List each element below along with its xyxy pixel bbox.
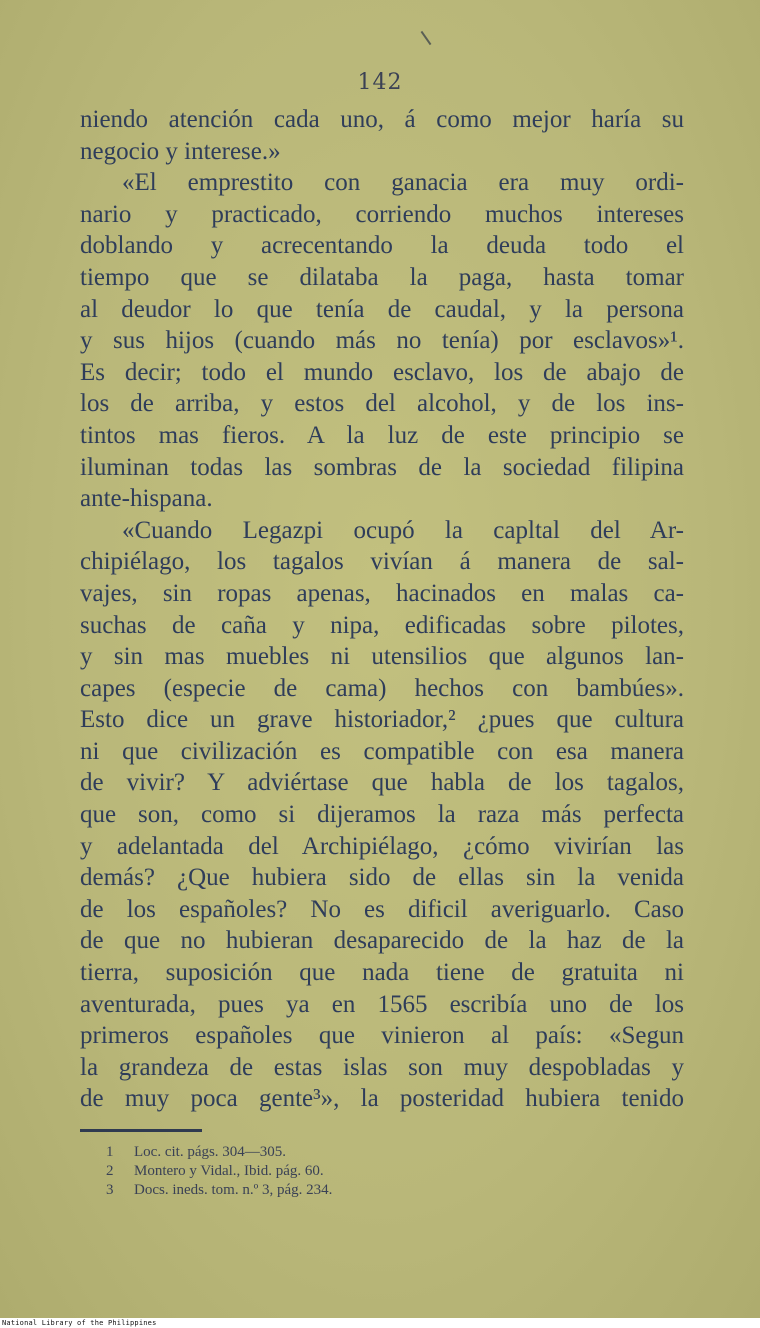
text-line: aventurada, pues ya en 1565 escribía uno de los: [80, 990, 684, 1018]
text-line: de los españoles? No es dificil averiguarlo. Caso: [80, 895, 684, 923]
body-text: [80, 104, 684, 1115]
text-line: de vivir? Y adviértase que habla de los tagalos,: [80, 769, 684, 797]
footnote-text: Montero y Vidal., Ibid. pág. 60.: [134, 1163, 324, 1179]
text-line: niendo atención cada uno, á como mejor haría su: [80, 106, 684, 133]
text-line: la grandeza de estas islas son muy despobladas y: [80, 1053, 684, 1081]
text-line: Es decir; todo el mundo esclavo, los de abajo de: [80, 358, 684, 386]
footnote-text: Loc. cit. págs. 304—305.: [134, 1144, 287, 1160]
text-line: negocio y interese.»: [80, 137, 281, 165]
text-line: suchas de caña y nipa, edificadas sobre pilotes,: [80, 611, 684, 639]
text-line: doblando y acrecentando la deuda todo el: [80, 232, 684, 260]
footnote-number: 2: [106, 1163, 114, 1179]
text-line: tiempo que se dilataba la paga, hasta tomar: [80, 263, 684, 291]
footnote-text: Docs. ineds. tom. n.º 3, pág. 234.: [134, 1182, 333, 1198]
footnote: [106, 1162, 332, 1181]
text-line: y sin mas muebles ni utensilios que algunos lan-: [80, 643, 684, 671]
footnotes: [106, 1143, 332, 1200]
footnote-number: 1: [106, 1144, 114, 1160]
text-line: «Cuando Legazpi ocupó la capltal del Ar-: [122, 516, 684, 544]
text-line: chipiélago, los tagalos vivían á manera de sal-: [80, 548, 684, 576]
text-line: «El emprestito con ganacia era muy ordi-: [122, 169, 684, 197]
text-line: de muy poca gente³», la posteridad hubiera tenido: [80, 1085, 684, 1113]
text-line: de que no hubieran desaparecido de la haz de la: [80, 927, 684, 955]
text-line: ante-hispana.: [80, 485, 213, 513]
page-number: 142: [357, 70, 403, 95]
text-line: vajes, sin ropas apenas, hacinados en malas ca-: [80, 579, 684, 607]
text-line: tierra, suposición que nada tiene de gratuita ni: [80, 959, 684, 987]
library-credit: National Library of the Philippines: [2, 1319, 157, 1327]
text-line: al deudor lo que tenía de caudal, y la persona: [80, 295, 684, 323]
text-line: que son, como si dijeramos la raza más perfecta: [80, 801, 684, 829]
pencil-mark: [421, 31, 432, 45]
footnote: [106, 1143, 332, 1162]
text-line: primeros españoles que vinieron al país: «Segun: [80, 1022, 684, 1050]
text-line: iluminan todas las sombras de la sociedad filipina: [80, 453, 684, 481]
text-line: y adelantada del Archipiélago, ¿cómo vivirían las: [80, 832, 684, 860]
text-line: Esto dice un grave historiador,² ¿pues que cultura: [80, 706, 684, 734]
footnote-number: 3: [106, 1182, 114, 1198]
text-line: demás? ¿Que hubiera sido de ellas sin la venida: [80, 864, 684, 892]
text-line: los de arriba, y estos del alcohol, y de los ins-: [80, 390, 684, 418]
footnote-separator: [80, 1129, 202, 1132]
text-line: y sus hijos (cuando más no tenía) por esclavos»¹.: [80, 327, 684, 355]
text-line: nario y practicado, corriendo muchos intereses: [80, 200, 684, 228]
footnote: [106, 1181, 332, 1200]
text-line: capes (especie de cama) hechos con bambúes».: [80, 674, 684, 702]
text-line: tintos mas fieros. A la luz de este principio se: [80, 421, 684, 449]
text-line: ni que civilización es compatible con esa manera: [80, 737, 684, 765]
